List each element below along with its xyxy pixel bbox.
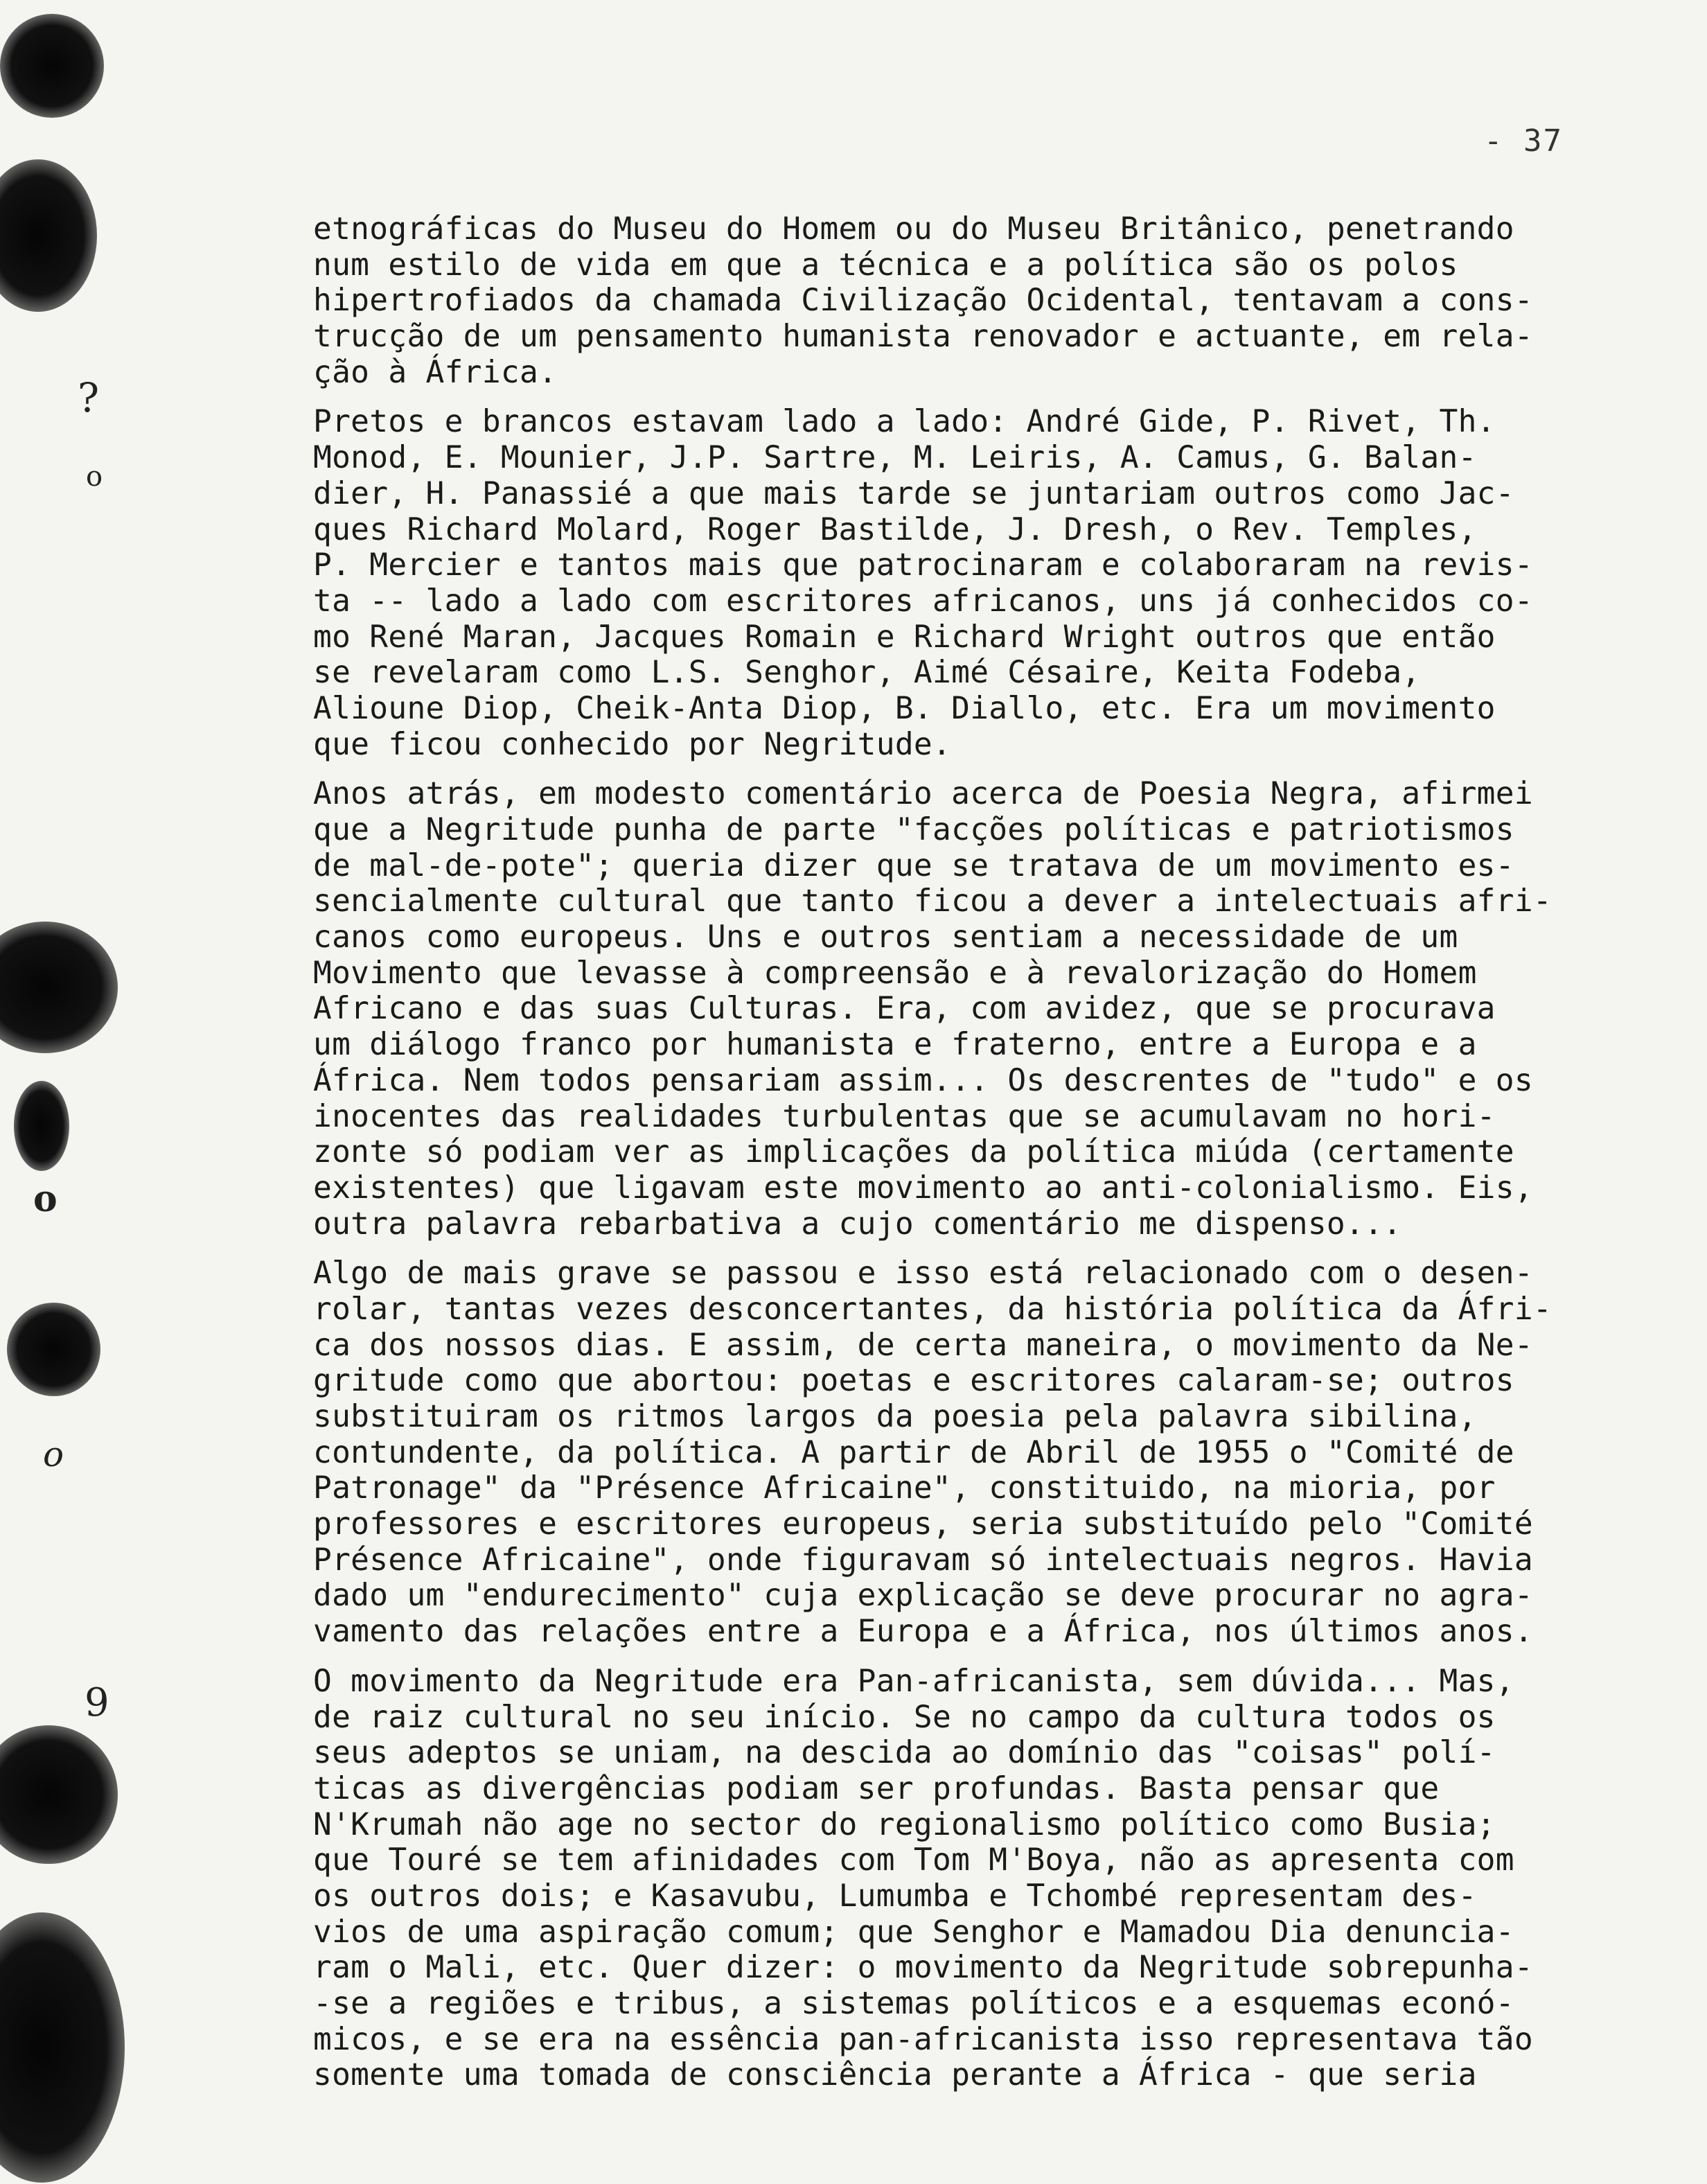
text-line: que Touré se tem afinidades com Tom M'Boya, não as apresenta com <box>313 1842 1514 1878</box>
text-line: ção à África. <box>313 354 558 390</box>
text-line: um diálogo franco por humanista e fraterno, entre a Europa e a <box>313 1027 1477 1063</box>
text-line: que ficou conhecido por Negritude. <box>313 726 952 762</box>
paragraph <box>313 776 1685 1242</box>
text-line: de raiz cultural no seu início. Se no campo da cultura todos os <box>313 1699 1496 1735</box>
text-line: micos, e se era na essência pan-africanista isso representava tão <box>313 2021 1533 2057</box>
text-line: num estilo de vida em que a técnica e a política são os polos <box>313 247 1458 283</box>
text-line: N'Krumah não age no sector do regionalismo político como Busia; <box>313 1806 1496 1842</box>
text-line: ticas as divergências podiam ser profundas. Basta pensar que <box>313 1770 1440 1806</box>
text-line: os outros dois; e Kasavubu, Lumumba e Tchombé representam des- <box>313 1878 1477 1914</box>
scan-mark: o <box>86 461 103 493</box>
text-line: mo René Maran, Jacques Romain e Richard Wright outros que então <box>313 619 1496 655</box>
paragraph <box>313 1256 1685 1650</box>
paragraph <box>313 211 1685 390</box>
text-line: Patronage" da "Présence Africaine", constituido, na mioria, por <box>313 1470 1496 1506</box>
text-line: rolar, tantas vezes desconcertantes, da história política da Áfri- <box>313 1291 1553 1327</box>
text-line: ques Richard Molard, Roger Bastilde, J. Dresh, o Rev. Temples, <box>313 511 1477 547</box>
binder-hole <box>14 1081 69 1171</box>
text-line: somente uma tomada de consciência perante a África - que seria <box>313 2057 1477 2093</box>
text-line: trucção de um pensamento humanista renovador e actuante, em rela- <box>313 319 1533 355</box>
paragraph <box>313 1664 1685 2093</box>
text-line: de mal-de-pote"; queria dizer que se tratava de um movimento es- <box>313 847 1514 883</box>
text-line: contundente, da política. A partir de Abril de 1955 o "Comité de <box>313 1434 1514 1470</box>
text-line: ca dos nossos dias. E assim, de certa maneira, o movimento da Ne- <box>313 1327 1533 1363</box>
text-line: Algo de mais grave se passou e isso está relacionado com o desen- <box>313 1256 1533 1292</box>
text-line: -se a regiões e tribus, a sistemas políticos e a esquemas econó- <box>313 1986 1514 2021</box>
paragraph <box>313 404 1685 762</box>
text-line: O movimento da Negritude era Pan-africanista, sem dúvida... Mas, <box>313 1663 1514 1699</box>
scan-mark: 9 <box>85 1680 109 1725</box>
text-line: ta -- lado a lado com escritores africanos, uns já conhecidos co- <box>313 583 1533 619</box>
text-line: África. Nem todos pensariam assim... Os descrentes de "tudo" e os <box>313 1062 1533 1098</box>
text-line: Alioune Diop, Cheik-Anta Diop, B. Diallo, etc. Era um movimento <box>313 690 1496 726</box>
text-line: gritude como que abortou: poetas e escritores calaram-se; outros <box>313 1363 1514 1399</box>
binder-hole <box>0 14 104 118</box>
text-line: se revelaram como L.S. Senghor, Aimé Césaire, Keita Fodeba, <box>313 655 1421 691</box>
binder-hole <box>0 1912 125 2183</box>
text-line: zonte só podiam ver as implicações da política miúda (certamente <box>313 1134 1514 1170</box>
text-line: Présence Africaine", onde figuravam só intelectuais negros. Havia <box>313 1542 1533 1578</box>
binder-hole <box>7 1303 100 1396</box>
text-line: etnográficas do Museu do Homem ou do Museu Britânico, penetrando <box>313 211 1514 247</box>
text-line: hipertrofiados da chamada Civilização Ocidental, tentavam a cons- <box>313 283 1533 319</box>
text-line: vios de uma aspiração comum; que Senghor e Mamadou Dia denuncia- <box>313 1914 1514 1950</box>
page-number: - 37 <box>1484 123 1563 159</box>
text-line: dier, H. Panassié a que mais tarde se juntariam outros como Jac- <box>313 475 1514 511</box>
text-line: Pretos e brancos estavam lado a lado: André Gide, P. Rivet, Th. <box>313 404 1496 440</box>
text-line: Movimento que levasse à compreensão e à revalorização do Homem <box>313 955 1477 991</box>
text-line: Anos atrás, em modesto comentário acerca de Poesia Negra, afirmei <box>313 776 1533 812</box>
text-line: que a Negritude punha de parte "facções políticas e patriotismos <box>313 812 1514 847</box>
text-line: vamento das relações entre a Europa e a África, nos últimos anos. <box>313 1614 1533 1650</box>
text-line: substituiram os ritmos largos da poesia pela palavra sibilina, <box>313 1399 1477 1434</box>
text-line: outra palavra rebarbativa a cujo comentário me dispenso... <box>313 1206 1402 1242</box>
text-line: seus adeptos se uniam, na descida ao domínio das "coisas" polí- <box>313 1735 1496 1771</box>
text-line: canos como europeus. Uns e outros sentiam a necessidade de um <box>313 919 1458 956</box>
text-line: Africano e das suas Culturas. Era, com avidez, que se procurava <box>313 991 1496 1027</box>
scan-mark: o <box>33 1178 58 1220</box>
scan-mark: o <box>43 1434 64 1474</box>
text-line: professores e escritores europeus, seria substituído pelo "Comité <box>313 1506 1533 1542</box>
text-line: ram o Mali, etc. Quer dizer: o movimento da Negritude sobrepunha- <box>313 1950 1533 1986</box>
text-line: sencialmente cultural que tanto ficou a dever a intelectuais afri- <box>313 883 1553 919</box>
binder-hole <box>0 922 118 1053</box>
text-line: inocentes das realidades turbulentas que se acumulavam no hori- <box>313 1098 1496 1134</box>
text-line: dado um "endurecimento" cuja explicação se deve procurar no agra- <box>313 1578 1533 1614</box>
binder-hole <box>0 1725 118 1864</box>
scan-mark: ? <box>78 374 100 421</box>
text-line: P. Mercier e tantos mais que patrocinaram e colaboraram na revis- <box>313 547 1533 583</box>
binder-hole <box>0 159 97 312</box>
text-line: existentes) que ligavam este movimento ao anti-colonialismo. Eis, <box>313 1170 1533 1206</box>
text-line: Monod, E. Mounier, J.P. Sartre, M. Leiris, A. Camus, G. Balan- <box>313 440 1477 476</box>
body-text <box>313 211 1685 2107</box>
